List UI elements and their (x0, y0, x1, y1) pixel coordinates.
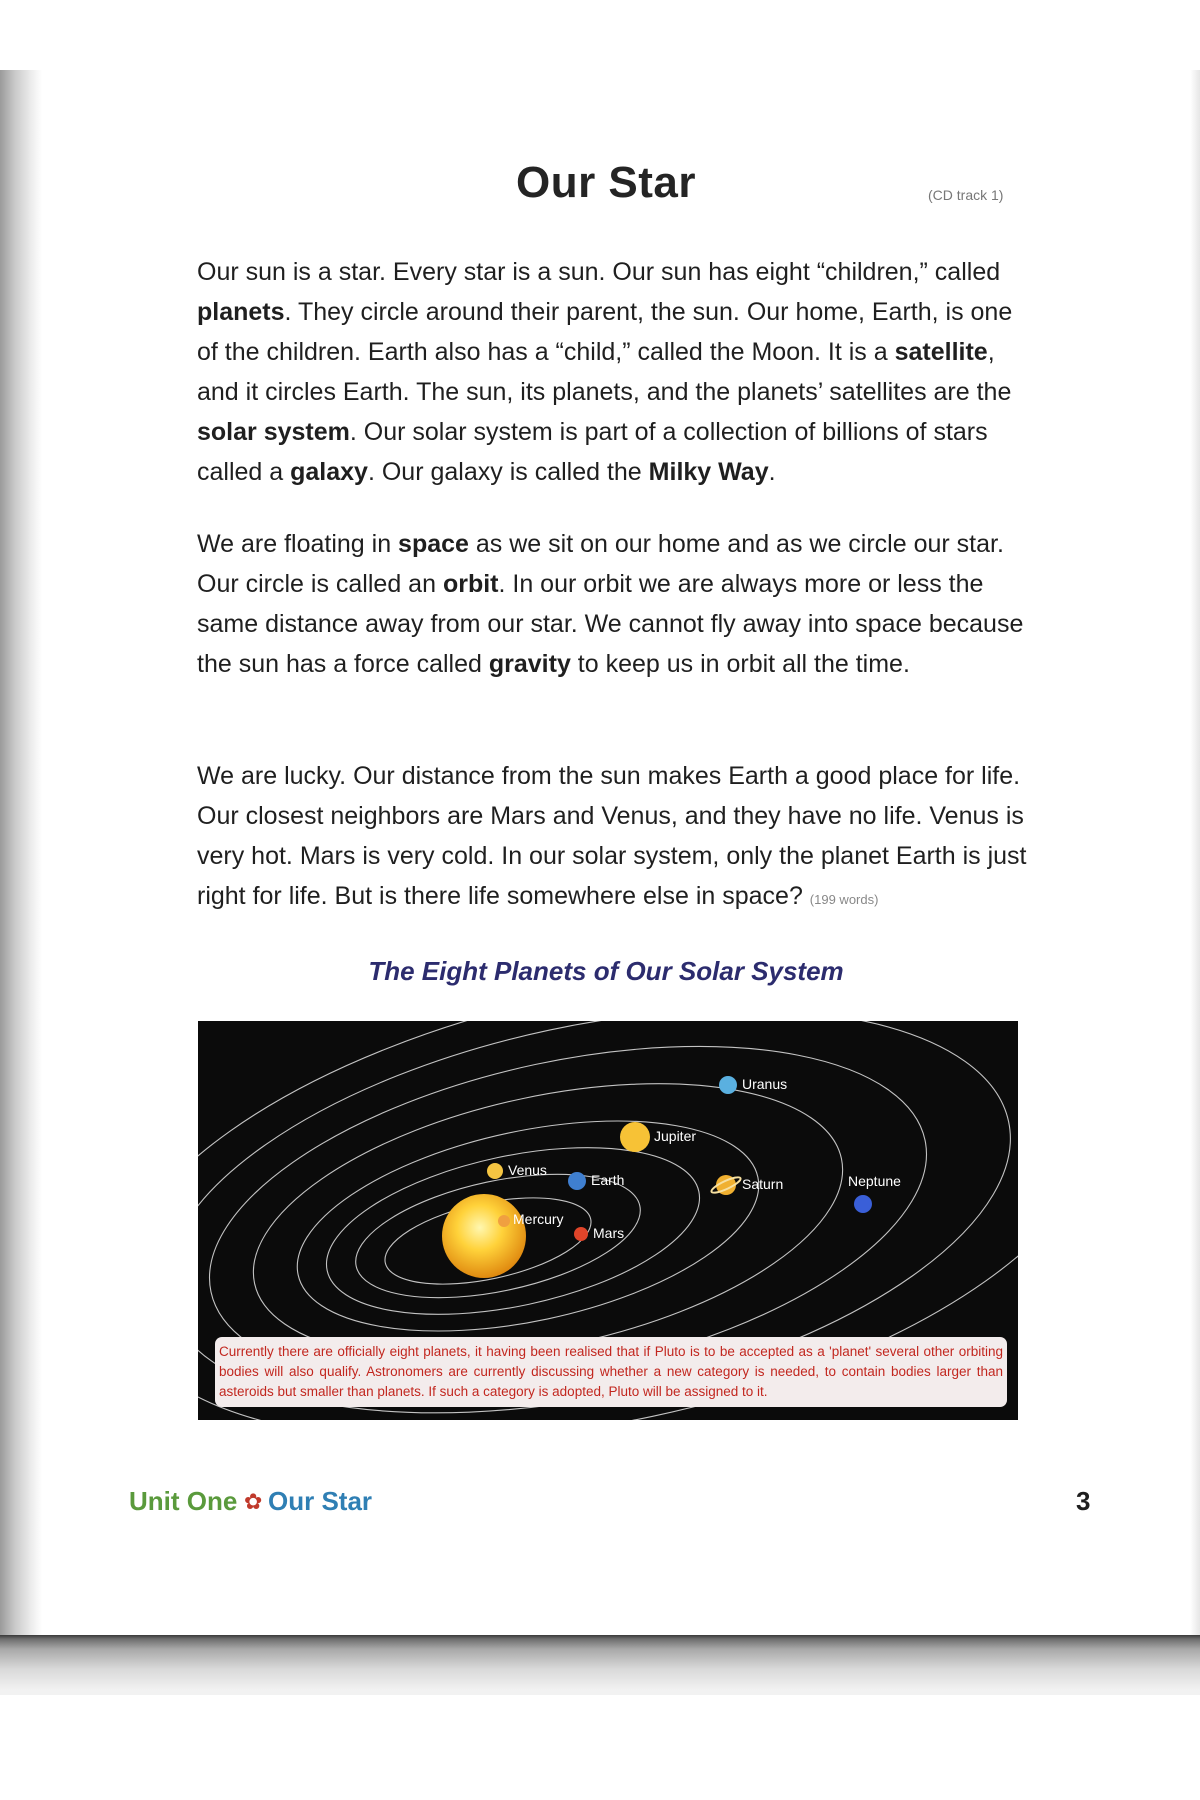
key-term: planets (197, 298, 285, 326)
planet-label-jupiter: Jupiter (654, 1128, 697, 1144)
footer-chapter: Our Star (268, 1486, 373, 1516)
text-run: We are lucky. Our distance from the sun makes Earth a good place for life. Our closest neighbors are Mars and Venus, and they have no life. Venus is very hot. Mars is very cold. In our solar system, only the planet Earth is just right for life. But is there life somewhere else in space? (197, 762, 1027, 910)
key-term: galaxy (290, 458, 368, 486)
planet-earth (568, 1172, 586, 1190)
book-spine-shadow (0, 70, 42, 1670)
key-term: space (398, 530, 469, 558)
planet-uranus (719, 1076, 737, 1094)
planet-neptune (854, 1195, 872, 1213)
page-title: Our Star (515, 158, 697, 207)
text-run: to keep us in orbit all the time. (570, 650, 910, 678)
text-run: Our sun is a star. Every star is a sun. Our sun has eight “children,” called (197, 258, 1001, 286)
text-run: . In our orbit we are always more or less the same distance away from our star. We cannot fly away into space because the sun has a force called (197, 570, 1024, 678)
text-run: . Our solar system is part of a collection of billions of stars called a (197, 418, 988, 486)
planet-mercury (498, 1215, 510, 1227)
diagram-title: The Eight Planets of Our Solar System (368, 956, 844, 986)
key-term: Milky Way (648, 458, 769, 486)
flower-icon: ✿ (244, 1489, 263, 1514)
key-term: gravity (488, 650, 571, 678)
planet-mars (574, 1227, 588, 1241)
page-bottom-shadow (0, 1635, 1200, 1695)
text-run: . (768, 458, 776, 486)
paragraph-2 (197, 524, 1027, 684)
key-term: solar system (197, 418, 350, 446)
diagram-caption: Currently there are officially eight planets, it having been realised that if Pluto is to be accepted as a 'planet' several other orbiting bodies will also qualify. Astronomers are currently discussing whether a new category is needed, to contain bodies larger than asteroids but smaller than planets. If such a category is adopted, Pluto will be assigned to it. (215, 1337, 1007, 1407)
page-number: 3 (1076, 1486, 1091, 1516)
planet-jupiter (620, 1122, 650, 1152)
planet-label-neptune: Neptune (848, 1173, 901, 1189)
text-run: . They circle around their parent, the sun. Our home, Earth, is one of the children. Earth also has a “child,” called the Moon. It is a (197, 298, 1013, 366)
footer-unit: Unit One (129, 1486, 238, 1516)
planet-label-venus: Venus (508, 1162, 547, 1178)
key-term: orbit (442, 570, 499, 598)
text-run: , and it circles Earth. The sun, its planets, and the planets’ satellites are the (197, 338, 1012, 406)
solar-system-diagram (198, 1021, 1018, 1420)
paragraph-1 (197, 252, 1027, 492)
cd-track-note: (CD track 1) (928, 187, 1004, 203)
text-run: We are floating in (197, 530, 399, 558)
planet-label-saturn: Saturn (742, 1176, 784, 1192)
key-term: satellite (894, 338, 988, 366)
planet-label-mercury: Mercury (513, 1211, 564, 1227)
word-count: (199 words) (809, 892, 879, 907)
text-run: as we sit on our home and as we circle our star. Our circle is called an (197, 530, 1004, 598)
paragraph-3 (197, 756, 1027, 920)
planet-label-earth: Earth (591, 1172, 625, 1188)
page-edge (1190, 70, 1200, 1635)
planet-label-uranus: Uranus (742, 1076, 788, 1092)
sun (442, 1194, 526, 1278)
text-run: . Our galaxy is called the (367, 458, 649, 486)
planet-label-mars: Mars (593, 1225, 625, 1241)
planet-venus (487, 1163, 503, 1179)
